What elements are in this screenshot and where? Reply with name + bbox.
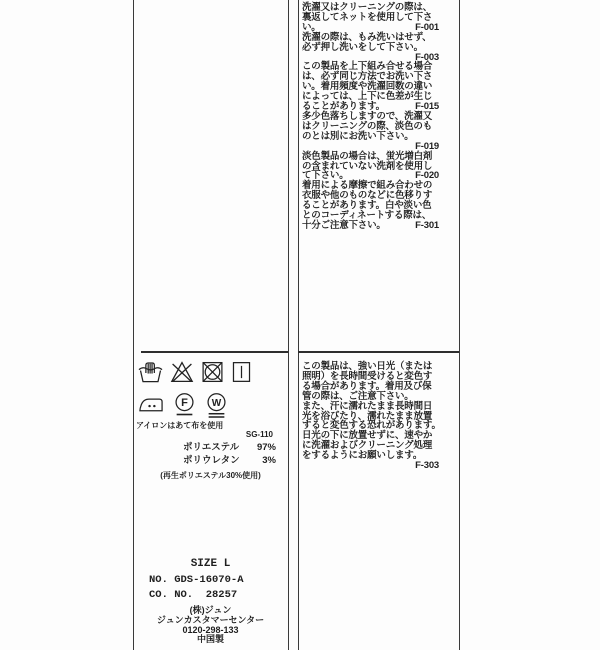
instruction-text: 多少色落ちしますので、洗濯又 (302, 110, 433, 122)
no-bleach-icon (170, 360, 194, 384)
size-label: SIZE L (190, 558, 231, 570)
instruction-text: の含まれていない洗剤を使用し (302, 160, 433, 172)
right-tag-right-edge (459, 0, 460, 650)
instruction-text: のとは別にお洗い下さい。 (302, 130, 414, 142)
material-name: ポリエステル (183, 442, 240, 453)
hand-wash-icon (138, 360, 163, 384)
color-number: CO. NO. 28257 (149, 589, 238, 601)
composition-table (183, 442, 276, 467)
instruction-code: F-003 (415, 51, 439, 63)
svg-text:W: W (211, 398, 222, 410)
instruction-text: この製品を上下組み合せる場合 (302, 61, 433, 73)
care-symbols-row-1 (138, 360, 252, 384)
dry-clean-f-gentle-icon (173, 392, 196, 419)
instruction-text: この製品は、強い日光（または (302, 361, 433, 372)
customer-center: ジュンカスタマーセンター (156, 614, 265, 625)
composition-row (183, 455, 276, 468)
instruction-text: ることがあります。 (302, 101, 385, 113)
instruction-code: F-303 (415, 460, 439, 472)
sunlight-warning-block (302, 362, 439, 471)
line-dry-icon (231, 360, 252, 384)
instruction-text: 照明）を長時間受けると変色す (302, 370, 433, 382)
wash-instructions-block (302, 3, 439, 231)
quality-code: SG-110 (245, 430, 273, 439)
iron-note: アイロンはあて布を使用 (136, 421, 224, 430)
instruction-code: F-301 (415, 219, 439, 231)
instruction-text: はクリーニングの際、淡色のも (302, 120, 433, 132)
wet-clean-very-gentle-icon (205, 392, 228, 419)
instruction-text: は、必ず同じ方法でお洗い下さ (302, 71, 433, 83)
instruction-text: 必ず押し洗いをして下さい。 (302, 41, 423, 53)
product-number: NO. GDS-16070-A (149, 574, 244, 586)
instruction-text: 洗濯又はクリーニングの際は、 (302, 2, 433, 13)
company-info (133, 606, 288, 645)
left-tag-right-edge (288, 0, 289, 650)
instruction-text: 管の際は、ご注意下さい。 (302, 390, 414, 402)
instruction-text: 洗濯の際は、もみ洗いはせず、 (302, 31, 432, 43)
instruction-line (302, 461, 439, 471)
instruction-text: い。着用頻度や洗濯回数の違い (302, 81, 433, 93)
instruction-text: に洗濯およびクリーニング処理 (302, 440, 433, 452)
instruction-text: 十分ご注意下さい。 (302, 219, 386, 231)
instruction-text: によっては、上下に色差が生じ (302, 91, 433, 103)
composition-row (183, 442, 276, 455)
instruction-code: F-020 (415, 170, 439, 182)
instruction-text: る場合があります。着用及び保 (302, 380, 432, 392)
instruction-text: 裏返してネットを使用して下さ (302, 11, 433, 23)
material-name: ポリウレタン (183, 454, 240, 466)
recycle-note: (再生ポリエステル30%使用) (160, 471, 261, 480)
instruction-code: F-015 (415, 101, 439, 113)
right-tag-divider (298, 351, 459, 353)
instruction-text: とのコーディネートする際は、 (302, 210, 432, 222)
instruction-text: 日光の下に放置せずに、速やか (302, 430, 433, 442)
no-tumble-dry-icon (201, 360, 224, 384)
left-tag-left-edge (133, 0, 134, 650)
instruction-text: い。 (302, 21, 321, 33)
instruction-text: 淡色製品の場合は、蛍光増白剤 (302, 150, 433, 162)
left-tag-divider (141, 351, 288, 353)
company-name: (株)ジュン (189, 605, 232, 615)
instruction-text: 着用による摩擦で組み合わせの (302, 180, 433, 192)
instruction-line (302, 152, 439, 162)
iron-two-dot-icon (138, 392, 164, 419)
phone-number: 0120-298-133 (182, 624, 239, 635)
country-of-origin: 中国製 (196, 634, 224, 645)
svg-text:F: F (181, 397, 188, 410)
instruction-code: F-019 (415, 140, 439, 152)
instruction-text: 光を浴びたり、濡れたまま放置 (302, 410, 433, 422)
material-percent: 3% (262, 454, 276, 466)
instruction-text: ることがあります。白や淡い色 (302, 200, 432, 212)
right-tag-left-edge (298, 0, 299, 650)
care-symbols-row-2 (138, 392, 228, 419)
instruction-text: すると変色する恐れがあります。 (302, 420, 441, 432)
instruction-text: をするようにお願いします。 (302, 450, 423, 462)
material-percent: 97% (256, 442, 276, 453)
instruction-text: また、汗に濡れたまま長時間日 (302, 400, 433, 412)
instruction-text: て下さい。 (302, 170, 349, 182)
instruction-code: F-001 (415, 21, 439, 33)
instruction-text: 衣服や他のものなどに色移りす (302, 190, 433, 202)
instruction-line (302, 221, 439, 231)
